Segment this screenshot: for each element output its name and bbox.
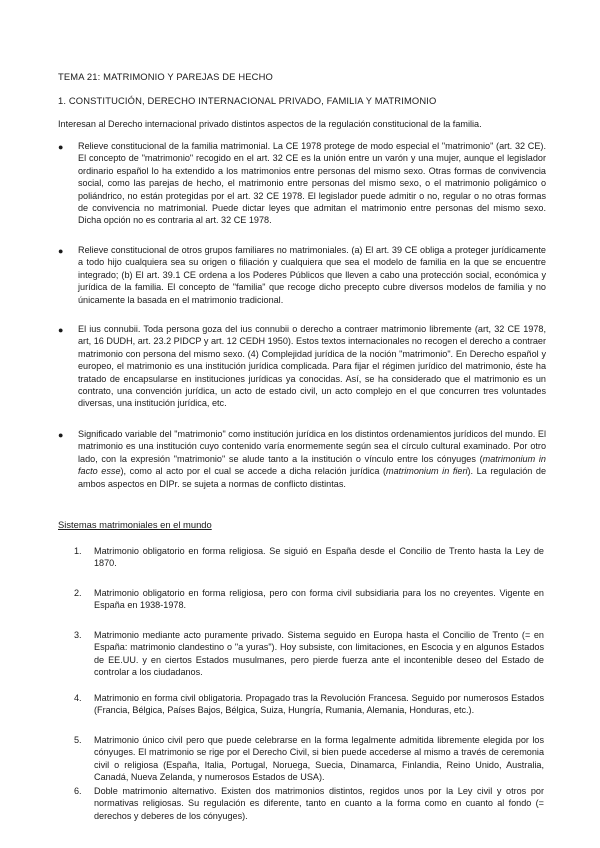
list-text: Matrimonio obligatorio en forma religiosa. Se siguió en España desde el Concilio de Trento hasta la Ley de 1870. (94, 546, 544, 569)
list-text: Matrimonio obligatorio en forma religiosa, pero con forma civil subsidiaria para los no creyentes. Vigente en España en 1938-1978. (94, 588, 544, 611)
bullet-text: Relieve constitucional de la familia matrimonial. La CE 1978 protege de modo especial el "matrimonio" (art. 32 CE). El concepto de "matrimonio" recogido en el art. 32 CE es la unión entre un varón y una mujer, aunque el legislador ordinario español lo ha extendido a los matrimonios entre personas del mismo sexo. Otras formas de convivencia social, como las parejas de hecho, el matrimonio entre personas del mismo sexo, o el matrimonio poligámico o poliándrico, no están protegidas por el art. 32 CE 1978. El legislador puede admitir o no, regular o no otras formas de convivencia no matrimonial. Puede dictar leyes que admitan el matrimonio entre personas del mismo sexo. Dicha opción no es contraria al art. 32 CE 1978. (78, 141, 546, 226)
section-heading-systems: Sistemas matrimoniales en el mundo (58, 519, 212, 530)
bullet-text: Significado variable del "matrimonio" como institución jurídica en los distintos ordenamientos jurídicos del mundo. El matrimonio es una institución cuyo contenido varía enormemente según sea el círculo cultural examinado. Por otro lado, con la expresión "matrimonio" se alude tanto a la institución o vínculo entre los cónyuges (matrimonium in facto esse), como al acto por el cual se accede a dicha relación jurídica (matrimonium in fieri). La regulación de ambos aspectos en DIPr. se sujeta a normas de conflicto distintas. (78, 429, 547, 489)
list-text: Matrimonio en forma civil obligatoria. Propagado tras la Revolución Francesa. Seguido por numerosos Estados (Francia, Bélgica, Países Bajos, Bélgica, Suiza, Hungría, Rumania, Alemania, Honduras, etc.). (94, 693, 544, 716)
bullet-marker: ● (58, 325, 64, 335)
list-number: 4. (74, 693, 82, 703)
list-number: 3. (74, 630, 82, 640)
section-heading: 1. CONSTITUCIÓN, DERECHO INTERNACIONAL PRIVADO, FAMILIA Y MATRIMONIO (58, 95, 437, 106)
bullet-marker: ● (58, 430, 64, 440)
list-number: 6. (74, 786, 82, 796)
bullet-marker: ● (58, 142, 64, 152)
bullet-text: Relieve constitucional de otros grupos familiares no matrimoniales. (a) El art. 39 CE obliga a proteger jurídicamente a todo hijo cualquiera sea su origen o filiación y cualquiera que sea el modelo de familia en la que se encuentre integrado; (b) El art. 39.1 CE ordena a los Poderes Públicos que lleven a cabo una protección social, económica y jurídica de la familia. El concepto de "familia" que recoge dicho precepto cubre diversos modelos de familia y no únicamente la basada en el matrimonio tradicional. (78, 245, 546, 305)
list-number: 5. (74, 735, 82, 745)
intro-paragraph: Interesan al Derecho internacional privado distintos aspectos de la regulación constitucional de la familia. (58, 119, 482, 129)
list-text: Matrimonio único civil pero que puede celebrarse en la forma legalmente admitida libremente elegida por los cónyuges. El matrimonio se rige por el Derecho Civil, si bien puede accederse al mismo a través de ceremonia civil o religiosa (España, Italia, Portugal, Noruega, Suecia, Dinamarca, Finlandia, Reino Unido, Australia, Canadá, Nueva Zelanda, y numerosos Estados de USA). (94, 735, 544, 783)
list-number: 1. (74, 546, 82, 556)
bullet-marker: ● (58, 246, 64, 256)
document-title: TEMA 21: MATRIMONIO Y PAREJAS DE HECHO (58, 71, 273, 82)
list-number: 2. (74, 588, 82, 598)
bullet-text: El ius connubii. Toda persona goza del ius connubii o derecho a contraer matrimonio libremente (art, 32 CE 1978, art, 16 DUDH, art. 23.2 PIDCP y art. 12 CEDH 1950). Estos textos internacionales no recogen el derecho a contraer matrimonio con persona del mismo sexo. (4) Complejidad jurídica de la noción "matrimonio". En Derecho español y europeo, el matrimonio es una institución jurídica complicada. Para fijar el régimen jurídico del matrimonio, éste ha tratado de encapsularse en instituciones jurídicas ya conocidas. Así, se ha considerado que el matrimonio es un contrato, una convención jurídica, un acto de estado civil, un acto complejo en el que concurren tres voluntades diversas, una institución jurídica, etc. (78, 324, 546, 409)
list-text: Doble matrimonio alternativo. Existen dos matrimonios distintos, regidos unos por la Ley civil y otros por normativas religiosas. Su regulación es diferente, tanto en cuanto a la forma como en cuanto al fondo (= derechos y deberes de los cónyuges). (94, 786, 544, 821)
list-text: Matrimonio mediante acto puramente privado. Sistema seguido en Europa hasta el Concilio de Trento (= en España: matrimonio clandestino o "a yuras"). Hoy subsiste, con limitaciones, en Escocia y en algunos Estados de EE.UU. y en ciertos Estados musulmanes, pero pierde fuerza ante el incontenible deseo del Estado de controlar a los ciudadanos. (94, 630, 544, 678)
